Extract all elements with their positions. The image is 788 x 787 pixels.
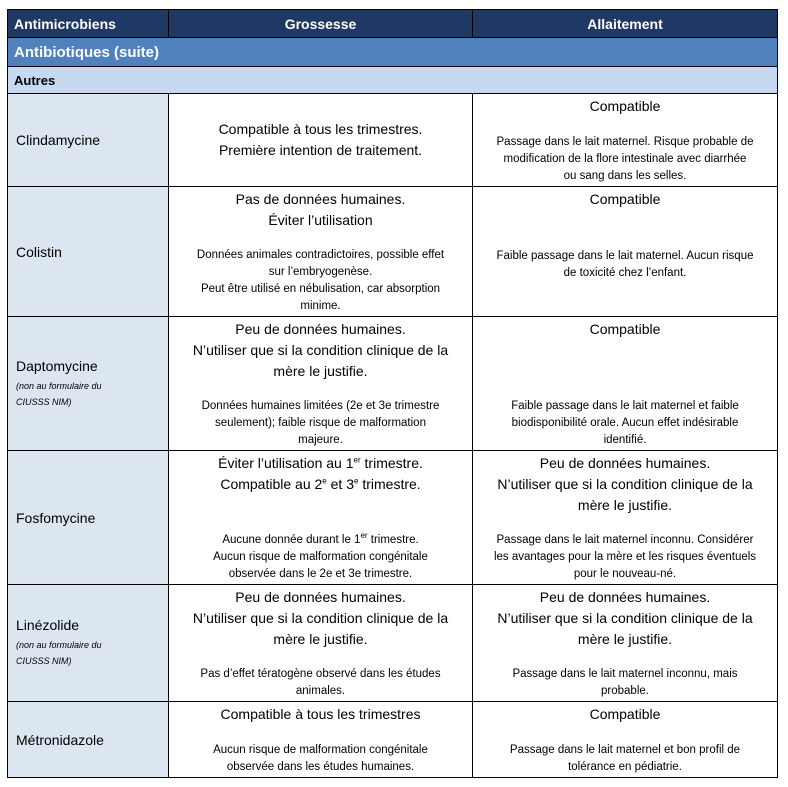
allaitement-note: [477, 742, 773, 776]
allaitement-main: [477, 319, 773, 340]
allaitement-note-line: pour le nouveau-né.: [573, 568, 677, 580]
drug-name: Colistin: [16, 243, 62, 260]
allaitement-main-line: Peu de données humaines.: [539, 455, 711, 471]
allaitement-main: [477, 587, 773, 650]
allaitement-note-line: Faible passage dans le lait maternel. Aucun risque: [496, 250, 754, 262]
allaitement-cell: [473, 94, 778, 187]
formulary-note-line: (non au formulaire du: [16, 640, 102, 650]
grossesse-main: [173, 119, 468, 161]
grossesse-note-line: Aucun risque de malformation congénitale: [213, 551, 428, 563]
drug-name: Fosfomycine: [16, 509, 96, 526]
allaitement-note-line: de toxicité chez l’enfant.: [563, 267, 687, 279]
grossesse-cell: [169, 317, 473, 451]
grossesse-main-line: Première intention de traitement.: [218, 142, 423, 158]
table-row: [8, 94, 778, 187]
allaitement-main-line: Compatible: [589, 321, 661, 337]
allaitement-note: [477, 666, 773, 700]
grossesse-note-line: animales.: [295, 685, 346, 697]
allaitement-note: [477, 248, 773, 282]
drug-name-cell: [8, 451, 169, 585]
grossesse-main-line: Peu de données humaines.: [235, 321, 406, 337]
grossesse-cell: [169, 585, 473, 702]
drug-name: Métronidazole: [16, 731, 104, 748]
grossesse-main: [173, 704, 468, 725]
allaitement-main: [477, 96, 773, 117]
allaitement-note: [477, 398, 773, 449]
allaitement-main-line: N’utiliser que si la condition clinique de la: [497, 610, 753, 626]
grossesse-main-line: Peu de données humaines.: [235, 589, 406, 605]
allaitement-note-line: probable.: [601, 685, 649, 697]
grossesse-note-line: Peut être utilisé en nébulisation, car absorption: [200, 283, 441, 295]
allaitement-note-line: biodisponibilité orale. Aucun effet indésirable: [511, 417, 739, 429]
superscript: er: [360, 531, 368, 541]
formulary-note: [16, 637, 168, 669]
drug-table-container: [7, 9, 778, 778]
grossesse-main-line: [173, 474, 468, 495]
grossesse-main: [173, 453, 468, 495]
allaitement-cell: [473, 187, 778, 317]
grossesse-note: [173, 666, 468, 700]
text-part: trimestre.: [360, 455, 423, 471]
grossesse-main-line: Pas de données humaines.: [235, 191, 406, 207]
grossesse-note-line: minime.: [300, 300, 341, 312]
allaitement-main: [477, 189, 773, 210]
formulary-note-line: CIUSSS NIM): [16, 656, 72, 666]
grossesse-main-line: N’utiliser que si la condition clinique de la: [192, 610, 449, 626]
allaitement-note-line: tolérance en pédiatrie.: [568, 761, 682, 773]
grossesse-main-line: Éviter l’utilisation: [268, 212, 373, 228]
allaitement-note-line: les avantages pour la mère et les risques éventuels: [493, 551, 757, 563]
grossesse-main-line: Compatible à tous les trimestres: [220, 706, 421, 722]
grossesse-note-line: observée dans le 2e et 3e trimestre.: [228, 568, 413, 580]
grossesse-note-line: Aucun risque de malformation congénitale: [213, 744, 428, 756]
allaitement-note-line: Passage dans le lait maternel inconnu. Considérer: [496, 534, 754, 546]
drug-name-cell: [8, 187, 169, 317]
antimicrobial-table: [7, 9, 778, 778]
subsection-row: [8, 67, 778, 94]
drug-name-cell: [8, 94, 169, 187]
grossesse-note-line: Données animales contradictoires, possible effet: [196, 249, 445, 261]
allaitement-note-line: Faible passage dans le lait maternel et faible: [511, 400, 739, 412]
allaitement-cell: [473, 702, 778, 778]
grossesse-cell: [169, 451, 473, 585]
drug-name-cell: [8, 702, 169, 778]
allaitement-main-line: N’utiliser que si la condition clinique de la: [497, 476, 753, 492]
allaitement-note-line: identifié.: [603, 434, 647, 446]
allaitement-cell: [473, 317, 778, 451]
allaitement-note-line: modification de la flore intestinale avec diarrhée: [503, 153, 747, 165]
section-row: [8, 38, 778, 67]
grossesse-note-line: seulement); faible risque de malformation: [215, 417, 426, 429]
grossesse-main-line: Compatible à tous les trimestres.: [218, 121, 423, 137]
table-row: [8, 702, 778, 778]
grossesse-main-line: [173, 453, 468, 474]
grossesse-note: [173, 247, 468, 315]
table-row: [8, 317, 778, 451]
grossesse-note-line: [173, 532, 468, 549]
table-row: [8, 187, 778, 317]
grossesse-cell: [169, 94, 473, 187]
grossesse-note-line: Pas d’effet tératogène observé dans les études: [200, 668, 441, 680]
allaitement-main-line: mère le justifie.: [577, 631, 673, 647]
allaitement-cell: [473, 451, 778, 585]
allaitement-note-line: Passage dans le lait maternel inconnu, mais: [512, 668, 738, 680]
grossesse-note-line: majeure.: [298, 434, 343, 446]
allaitement-note-line: Passage dans le lait maternel. Risque probable de: [496, 136, 754, 148]
allaitement-main-line: Compatible: [589, 706, 661, 722]
allaitement-main: [477, 704, 773, 725]
formulary-note-line: (non au formulaire du: [16, 380, 102, 391]
table-row: [8, 585, 778, 702]
allaitement-main-line: mère le justifie.: [577, 497, 673, 513]
grossesse-main-line: mère le justifie.: [273, 363, 368, 379]
allaitement-main: [477, 453, 773, 516]
text-part: trimestre.: [367, 534, 419, 546]
allaitement-main-line: Compatible: [589, 191, 661, 207]
drug-name: Linézolide: [16, 617, 80, 633]
grossesse-note-line: sur l’embryogenèse.: [268, 266, 373, 278]
subsection-title: Autres: [8, 67, 778, 94]
grossesse-note-line: Données humaines limitées (2e et 3e trimestre: [201, 400, 440, 412]
superscript: er: [353, 455, 361, 465]
grossesse-note-line: observée dans les études humaines.: [226, 761, 415, 773]
text-part: Aucune donnée durant le 1: [222, 534, 361, 546]
grossesse-main-line: mère le justifie.: [273, 631, 368, 647]
grossesse-main: [173, 319, 468, 382]
grossesse-main: [173, 189, 468, 231]
header-antimicrobiens: Antimicrobiens: [8, 10, 169, 38]
text-part: trimestre.: [358, 476, 421, 492]
text-part: Éviter l’utilisation au 1: [218, 455, 354, 471]
table-row: [8, 451, 778, 585]
allaitement-note-line: Passage dans le lait maternel et bon profil de: [509, 744, 741, 756]
grossesse-note: [173, 742, 468, 776]
superscript: e: [322, 476, 327, 486]
grossesse-cell: [169, 187, 473, 317]
allaitement-main-line: Compatible: [589, 98, 661, 114]
header-row: [8, 10, 778, 38]
grossesse-main-line: N’utiliser que si la condition clinique de la: [192, 342, 449, 358]
grossesse-note: [173, 532, 468, 583]
header-grossesse: Grossesse: [169, 10, 473, 38]
allaitement-note: [477, 134, 773, 185]
formulary-note: [16, 378, 168, 410]
allaitement-cell: [473, 585, 778, 702]
grossesse-cell: [169, 702, 473, 778]
allaitement-note-line: ou sang dans les selles.: [563, 170, 687, 182]
grossesse-note: [173, 398, 468, 449]
grossesse-main: [173, 587, 468, 650]
section-title: Antibiotiques (suite): [8, 38, 778, 67]
formulary-note-line: CIUSSS NIM): [16, 396, 72, 407]
allaitement-note: [477, 532, 773, 583]
text-part: et 3: [326, 476, 354, 492]
text-part: Compatible au 2: [220, 476, 323, 492]
drug-name-cell: [8, 585, 169, 702]
drug-name-cell: [8, 317, 169, 451]
header-allaitement: Allaitement: [473, 10, 778, 38]
drug-name: Daptomycine: [16, 357, 98, 374]
allaitement-main-line: Peu de données humaines.: [539, 589, 711, 605]
drug-name: Clindamycine: [16, 132, 101, 148]
superscript: e: [353, 476, 359, 486]
